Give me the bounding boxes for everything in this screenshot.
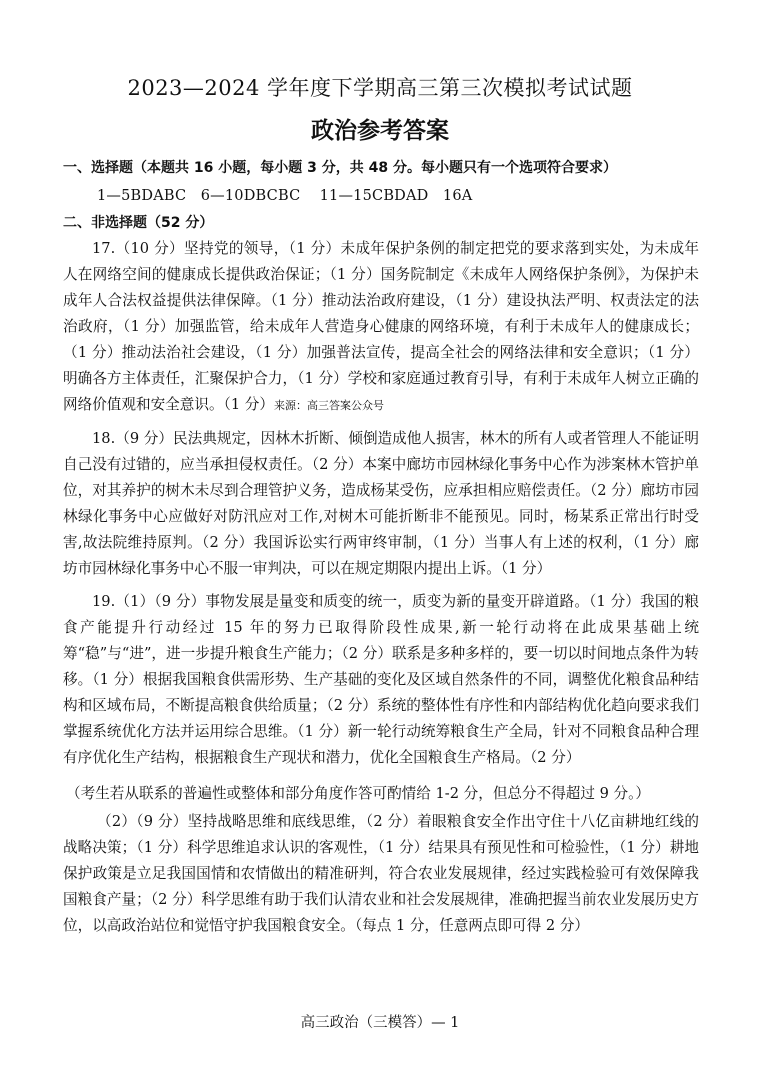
- section-1-heading: 一、选择题（本题共 16 小题，每小题 3 分，共 48 分。每小题只有一个选项符合要求）: [63, 160, 617, 176]
- answer-key-subtitle: 政治参考答案: [311, 118, 449, 144]
- question-18-answer: 18.（9 分）民法典规定，因林木折断、倾倒造成他人损害，林木的所有人或者管理人不能证明自己没有过错的，应当承担侵权责任。（2 分）本案中廊坊市园林绿化事务中心作为涉案林木管护单位，对其养护的树木未尽到合理管护义务，造成杨某受伤，应承担相应赔偿责任。（2 分）廊坊市园林绿化事务中心应做好对防汛应对工作,对树木可能折断非不能预见。同时，杨某系正常出行时受害,故法院维持原判。（2 分）我国诉讼实行两审终审制，（1 分）当事人有上述的权利，（1 分）廊坊市园林绿化事务中心不服一审判决，可以在规定期限内提出上诉。（1 分）: [63, 430, 699, 577]
- page-footer: 高三政治（三模答）— 1: [300, 1015, 460, 1031]
- source-note: 来源：高三答案公众号: [273, 399, 384, 412]
- question-19-part-1-answer: 19.（1）（9 分）事物发展是量变和质变的统一，质变为新的量变开辟道路。（1 分）我国的粮食产能提升行动经过 15 年的努力已取得阶段性成果,新一轮行动将在此成果基础上统筹“稳”与“进”，进一步提升粮食生产能力；（2 分）联系是多种多样的，要一切以时间地点条件为转移。（1 分）根据我国粮食供需形势、生产基础的变化及区域自然条件的不同，调整优化粮食品种结构和区域布局，不断提高粮食供给质量；（2 分）系统的整体性有序性和内部结构优化趋向要求我们掌握系统优化方法并运用综合思维。（1 分）新一轮行动统筹粮食生产全局，针对不同粮食品种合理有序优化生产结构，根据粮食生产现状和潜力，优化全国粮食生产格局。（2 分）: [63, 593, 699, 766]
- section-2-heading: 二、非选择题（52 分）: [63, 215, 214, 231]
- exam-title: 2023—2024 学年度下学期高三第三次模拟考试试题: [127, 76, 633, 100]
- question-17-answer: [63, 236, 699, 419]
- question-19-part-2-answer: （2）（9 分）坚持战略思维和底线思维，（2 分）着眼粮食安全作出守住十八亿亩耕地红线的战略决策；（1 分）科学思维追求认识的客观性，（1 分）结果具有预见性和可检验性，（1 分）耕地保护政策是立足我国国情和农情做出的精准研判，符合农业发展规律，经过实践检验可有效保障我国粮食产量；（2 分）科学思维有助于我们认清农业和社会发展规律，准确把握当前农业发展历史方位，以高政治站位和觉悟守护我国粮食安全。（每点 1 分，任意两点即可得 2 分）: [63, 813, 699, 934]
- question-19-part-1-note: （考生若从联系的普遍性或整体和部分角度作答可酌情给 1-2 分，但总分不得超过 9 分。）: [66, 785, 651, 802]
- question-17-text: 17.（10 分）坚持党的领导，（1 分）未成年保护条例的制定把党的要求落到实处，为未成年人在网络空间的健康成长提供政治保证；（1 分）国务院制定《未成年人网络保护条例》，为保护未成年人合法权益提供法律保障。（1 分）推动法治政府建设，（1 分）建设执法严明、权责法定的法治政府，（1 分）加强监管，给未成年人营造身心健康的网络环境，有利于未成年人的健康成长；（1 分）推动法治社会建设，（1 分）加强普法宣传，提高全社会的网络法律和安全意识；（1 分）明确各方主体责任，汇聚保护合力，（1 分）学校和家庭通过教育引导，有利于未成年人树立正确的网络价值观和安全意识。（1 分）: [63, 240, 699, 413]
- choice-answers: 1—5BDABC 6—10DBCBC 11—15CBDAD 16A: [97, 188, 473, 204]
